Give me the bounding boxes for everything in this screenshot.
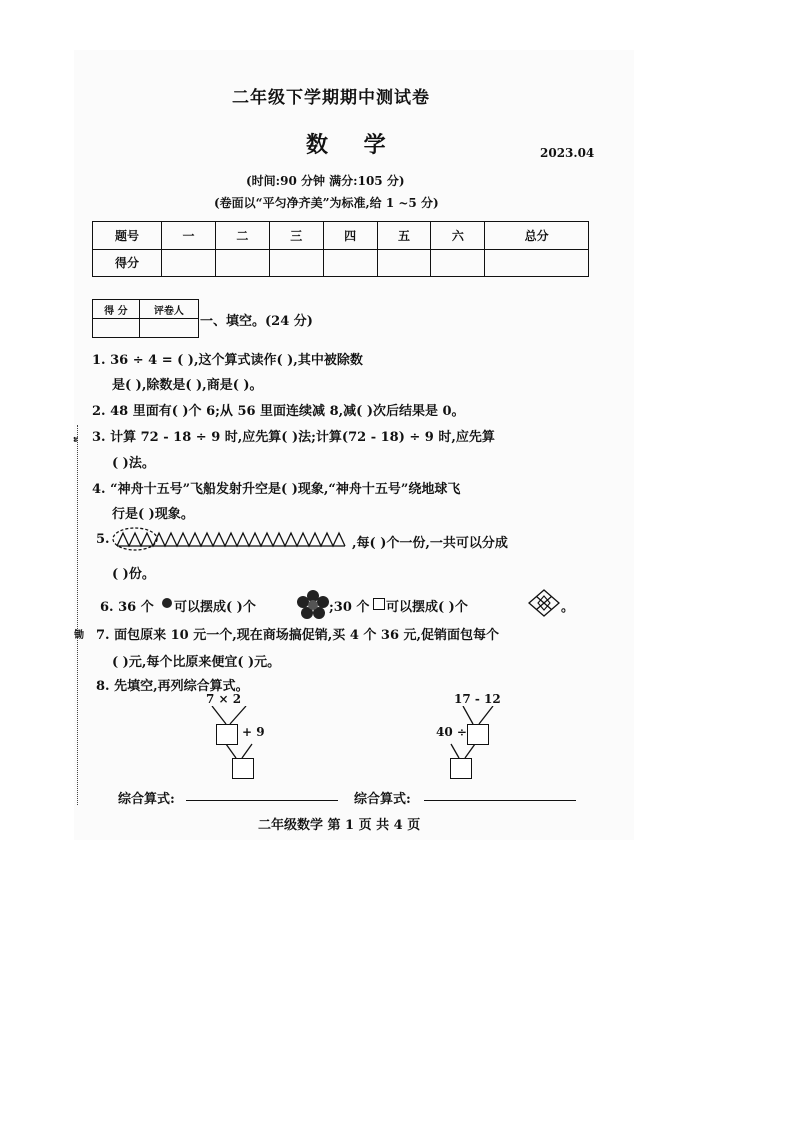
question-6-part4: 可以摆成( )个 — [386, 600, 468, 615]
grader-score-cell[interactable] — [93, 319, 140, 338]
question-5-number: 5. — [96, 532, 110, 547]
score-table-header: 题号 — [93, 222, 162, 250]
score-table-header: 二 — [215, 222, 269, 250]
right-tree-top: 17 - 12 — [454, 692, 501, 706]
score-cell[interactable] — [323, 249, 377, 277]
exam-date: 2023.04 — [540, 146, 595, 160]
binding-dotted-line — [77, 425, 78, 805]
neatness-note: (卷面以“平匀净齐美”为标准,给 1 ~5 分) — [214, 196, 439, 210]
triangle-row-figure — [111, 526, 351, 552]
flower-dot-icon — [161, 597, 173, 609]
question-7: 7. 面包原来 10 元一个,现在商场搞促销,买 4 个 36 元,促销面包每个 — [96, 628, 500, 643]
subject-title: 数 学 — [306, 132, 400, 158]
combined-label-left: 综合算式: — [118, 792, 175, 807]
grader-reviewer-cell[interactable] — [139, 319, 198, 338]
score-table-header: 三 — [269, 222, 323, 250]
flower-shape-icon — [296, 590, 330, 620]
question-3: 3. 计算 72 - 18 ÷ 9 时,应先算( )法;计算(72 - 18) ÷ 9 时,应先算 — [92, 430, 495, 445]
diamond-lattice-icon — [527, 588, 561, 618]
score-cell[interactable] — [485, 249, 589, 277]
question-6-part2: 可以摆成( )个 — [174, 600, 256, 615]
score-cell[interactable] — [215, 249, 269, 277]
exam-title: 二年级下学期期中测试卷 — [232, 88, 430, 108]
score-table-header: 一 — [162, 222, 216, 250]
section-title: 一、填空。(24 分) — [200, 314, 313, 329]
question-6-part3: ;30 个 — [329, 600, 370, 615]
grader-score-label: 得 分 — [93, 300, 140, 319]
score-table-row-label: 得分 — [93, 249, 162, 277]
combined-answer-line-left[interactable] — [186, 800, 338, 801]
page-footer: 二年级数学 第 1 页 共 4 页 — [258, 818, 421, 833]
grader-reviewer-label: 评卷人 — [139, 300, 198, 319]
answer-box[interactable] — [450, 758, 472, 779]
question-1-cont: 是( ),除数是( ),商是( )。 — [112, 378, 263, 393]
score-table-header: 四 — [323, 222, 377, 250]
score-cell[interactable] — [431, 249, 485, 277]
answer-box[interactable] — [467, 724, 489, 745]
left-tree-op: + 9 — [242, 725, 265, 739]
exam-paper — [74, 50, 634, 840]
score-table-header: 六 — [431, 222, 485, 250]
right-tree-op: 40 ÷ — [436, 725, 467, 739]
combined-answer-line-right[interactable] — [424, 800, 576, 801]
question-6-end: 。 — [561, 600, 575, 615]
answer-box[interactable] — [216, 724, 238, 745]
question-8: 8. 先填空,再列综合算式。 — [96, 679, 249, 694]
grader-box — [92, 299, 199, 338]
score-cell[interactable] — [377, 249, 431, 277]
score-table — [92, 221, 589, 277]
question-3-cont: ( )法。 — [112, 456, 155, 471]
question-5-cont: ( )份。 — [112, 567, 155, 582]
answer-box[interactable] — [232, 758, 254, 779]
question-1: 1. 36 ÷ 4 = ( ),这个算式读作( ),其中被除数 — [92, 353, 363, 368]
square-icon — [373, 598, 385, 610]
question-2: 2. 48 里面有( )个 6;从 56 里面连续减 8,减( )次后结果是 0。 — [92, 404, 465, 419]
question-4-cont: 行是( )现象。 — [112, 507, 194, 522]
score-table-header: 五 — [377, 222, 431, 250]
left-tree-top: 7 × 2 — [206, 692, 242, 706]
time-score-info: (时间:90 分钟 满分:105 分) — [246, 174, 405, 188]
score-table-header: 总分 — [485, 222, 589, 250]
combined-label-right: 综合算式: — [354, 792, 411, 807]
question-7-cont: ( )元,每个比原来便宜( )元。 — [112, 655, 281, 670]
binding-side-mark: 锄 — [74, 630, 84, 641]
left-tree-lines — [200, 706, 280, 766]
binding-side-mark: ะ — [73, 434, 79, 445]
question-4: 4. “神舟十五号”飞船发射升空是( )现象,“神舟十五号”绕地球飞 — [92, 482, 461, 497]
question-6-part1: 6. 36 个 — [100, 600, 154, 615]
question-5: ,每( )个一份,一共可以分成 — [352, 536, 508, 551]
score-cell[interactable] — [269, 249, 323, 277]
score-cell[interactable] — [162, 249, 216, 277]
